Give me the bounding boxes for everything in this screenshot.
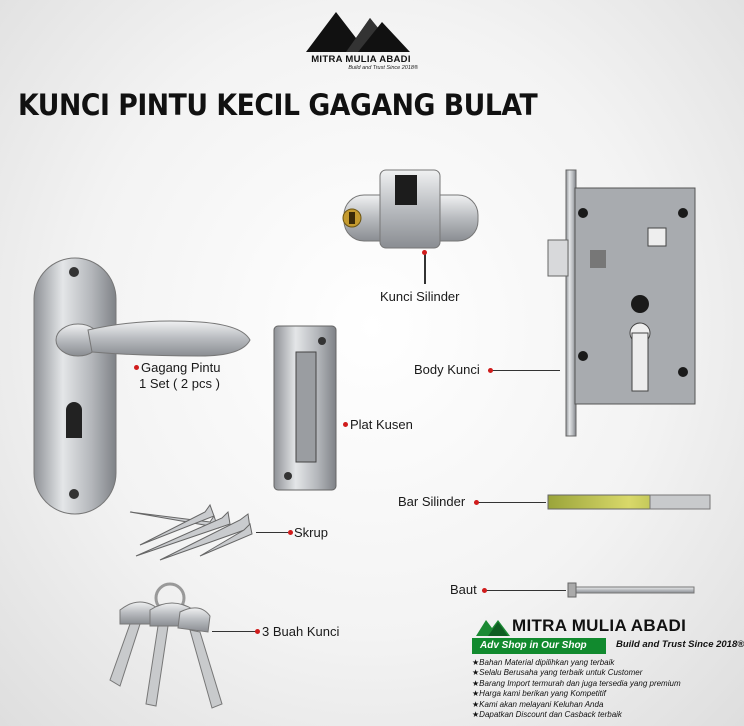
- baut-label: Baut: [450, 582, 477, 597]
- bar-silinder-dot: [474, 500, 479, 505]
- cylinder-lock-image: [343, 170, 478, 248]
- page-title: KUNCI PINTU KECIL GAGANG BULAT: [18, 88, 538, 122]
- list-item: ★ Selalu Berusaha yang terbaik untuk Customer: [472, 668, 681, 678]
- baut-leader: [482, 590, 566, 591]
- lock-body-image: [548, 170, 695, 436]
- bar-cylinder-image: [548, 495, 710, 509]
- gagang-pintu-label: Gagang Pintu: [141, 360, 221, 375]
- ad-benefits-list: [472, 658, 681, 720]
- screws-image: [130, 505, 252, 560]
- bar-silinder-label: Bar Silinder: [398, 494, 466, 509]
- buah-kunci-dot: [255, 629, 260, 634]
- keys-image: [110, 584, 222, 708]
- kunci-silinder-label: Kunci Silinder: [380, 289, 460, 304]
- skrup-dot: [288, 530, 293, 535]
- buah-kunci-label: 3 Buah Kunci: [262, 624, 340, 639]
- kunci-silinder-leader: [424, 254, 426, 284]
- shop-ad-panel: [468, 612, 744, 726]
- body-kunci-label: Body Kunci: [414, 362, 480, 377]
- list-item: ★ Kami akan melayani Keluhan Anda: [472, 700, 681, 710]
- list-item: ★ Bahan Material dipilihkan yang terbaik: [472, 658, 681, 668]
- kunci-silinder-dot: [422, 250, 427, 255]
- top-tagline: Build and Trust Since 2018®: [348, 65, 418, 71]
- mountain-logo-icon: [474, 616, 514, 638]
- body-kunci-leader: [488, 370, 560, 371]
- gagang-pintu-dot: [134, 365, 139, 370]
- list-item: ★ Harga kami berikan yang Kompetitif: [472, 689, 681, 699]
- plat-kusen-dot: [343, 422, 348, 427]
- body-kunci-dot: [488, 368, 493, 373]
- baut-dot: [482, 588, 487, 593]
- gagang-pintu-set-label: 1 Set ( 2 pcs ): [139, 376, 220, 391]
- skrup-label: Skrup: [294, 525, 328, 540]
- top-brand-name: MITRA MULIA ABADI: [311, 54, 411, 65]
- buah-kunci-leader: [212, 631, 256, 632]
- strike-plate-image: [274, 326, 336, 490]
- bar-silinder-leader: [474, 502, 546, 503]
- ad-banner: Adv Shop in Our Shop: [472, 638, 606, 654]
- list-item: ★ Dapatkan Discount dan Casback terbaik: [472, 710, 681, 720]
- ad-brand-name: MITRA MULIA ABADI: [512, 616, 687, 635]
- list-item: ★ Barang Import termurah dan juga tersedia yang premium: [472, 679, 681, 689]
- skrup-leader: [256, 532, 288, 533]
- ad-tagline: Build and Trust Since 2018®: [616, 639, 744, 650]
- bolt-image: [568, 583, 694, 597]
- plat-kusen-label: Plat Kusen: [350, 417, 413, 432]
